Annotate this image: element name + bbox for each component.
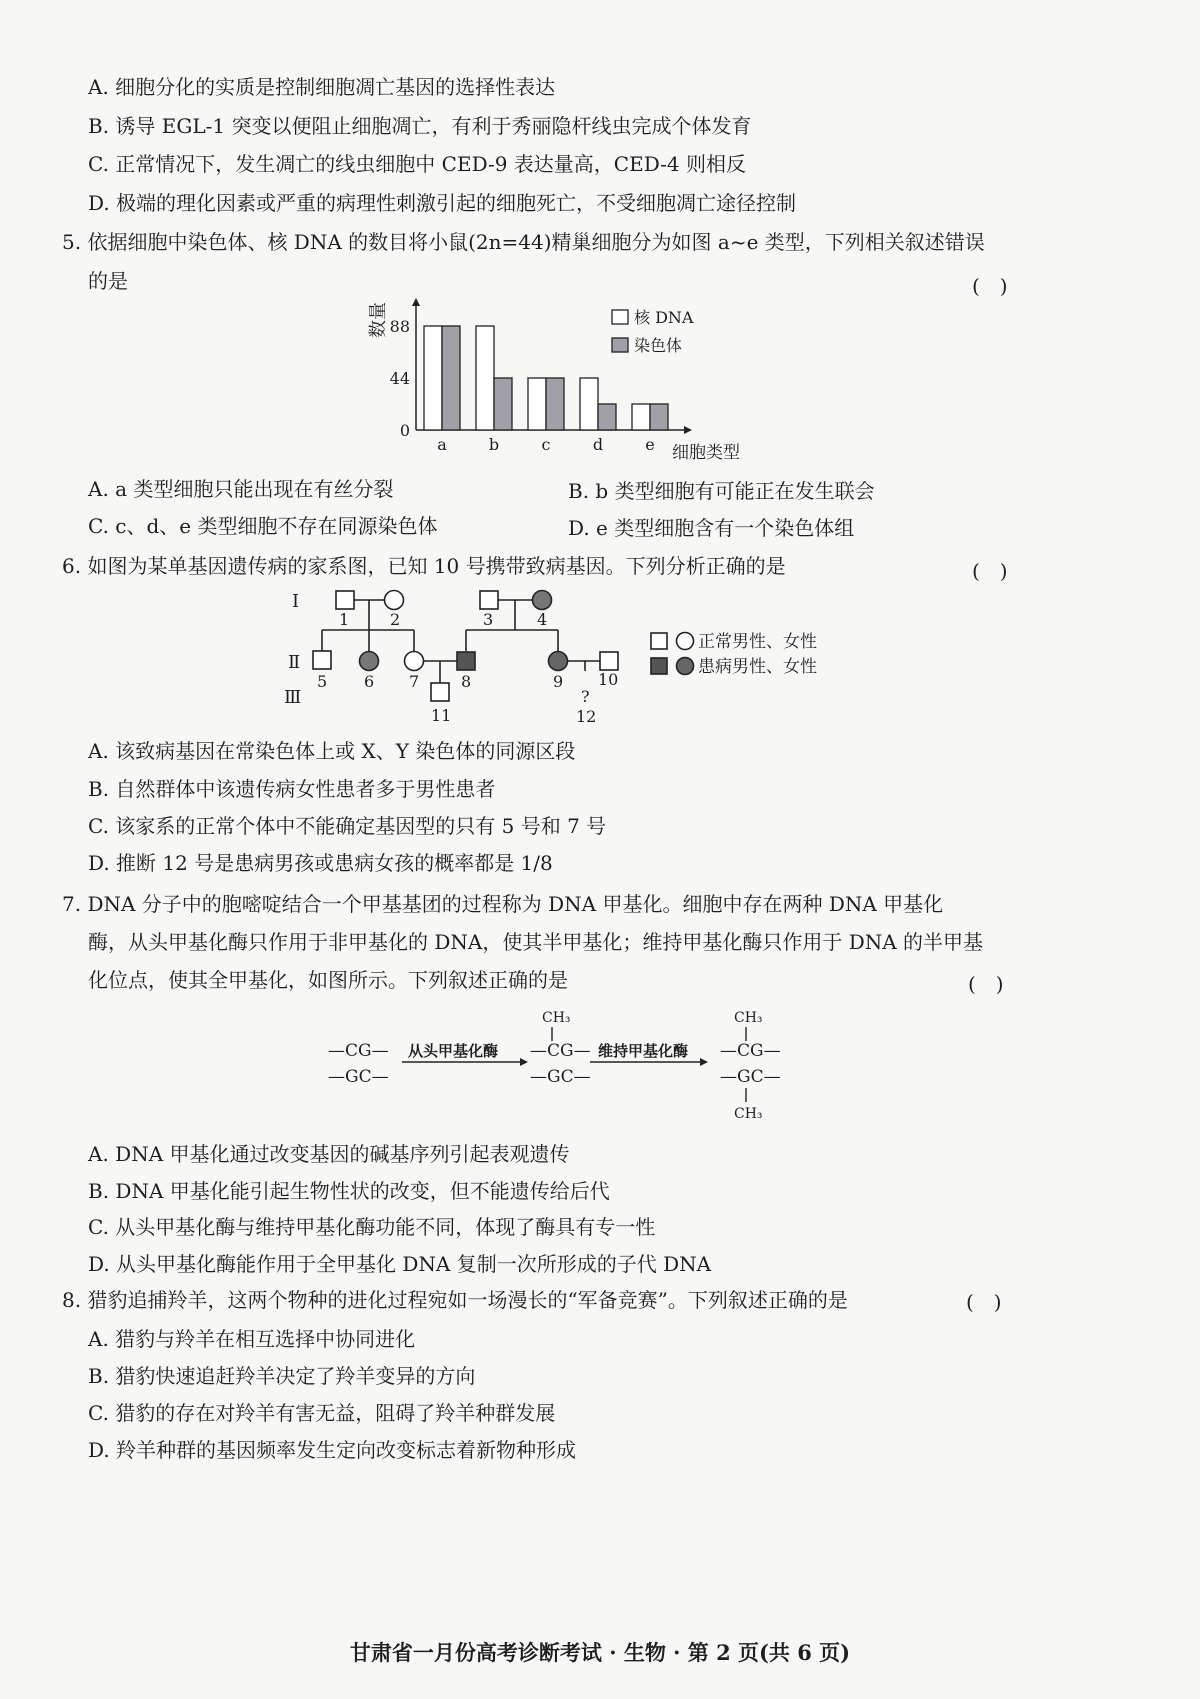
- stage3-ch3-top: CH₃: [734, 1010, 763, 1026]
- q5-option-b: B. b 类型细胞有可能正在发生联会: [568, 479, 875, 503]
- stage1-cg: —CG—: [328, 1041, 389, 1061]
- chart-legend: [612, 308, 694, 355]
- chart-xtick-d: d: [592, 435, 604, 454]
- chart-xlabel: 细胞类型: [672, 443, 740, 463]
- arrow-label-maintenance: 维持甲基化酶: [598, 1042, 689, 1060]
- bar-c-series1: [546, 378, 564, 430]
- person-4-label: 4: [537, 610, 548, 629]
- person-2-label: 2: [390, 610, 401, 629]
- q6-option-c: C. 该家系的正常个体中不能确定基因型的只有 5 号和 7 号: [88, 814, 607, 838]
- q6-answer-bracket: ( ): [972, 559, 1008, 583]
- page-footer: 甘肃省一月份高考诊断考试 · 生物 · 第 2 页(共 6 页): [349, 1640, 851, 1665]
- bar-e-series0: [632, 404, 650, 430]
- person-9-label: 9: [553, 672, 564, 691]
- q7-option-c: C. 从头甲基化酶与维持甲基化酶功能不同，体现了酶具有专一性: [88, 1215, 656, 1239]
- q4-option-c: C. 正常情况下，发生凋亡的线虫细胞中 CED-9 表达量高，CED-4 则相反: [88, 152, 746, 176]
- q5-option-c: C. c、d、e 类型细胞不存在同源染色体: [88, 514, 438, 538]
- q8-answer-bracket: ( ): [966, 1290, 1002, 1314]
- chart-ytick-88: 88: [389, 317, 410, 336]
- chart-y-arrow: [412, 298, 420, 306]
- legend-label-1: 染色体: [634, 336, 683, 355]
- q7-stem-line1: 7. DNA 分子中的胞嘧啶结合一个甲基基团的过程称为 DNA 甲基化。细胞中存在两种 DNA 甲基化: [62, 892, 944, 916]
- bar-d-series1: [598, 404, 616, 430]
- q7-methylation-diagram: [320, 1000, 800, 1125]
- stage1-gc: —GC—: [328, 1067, 389, 1087]
- stage2-gc: —GC—: [530, 1067, 591, 1087]
- legend-label-0: 核 DNA: [634, 308, 694, 327]
- q7-option-b: B. DNA 甲基化能引起生物性状的改变，但不能遗传给后代: [88, 1179, 610, 1203]
- q7-answer-bracket: ( ): [968, 972, 1004, 996]
- q8-option-b: B. 猎豹快速追赶羚羊决定了羚羊变异的方向: [88, 1364, 476, 1388]
- person-5-label: 5: [317, 672, 328, 691]
- chart-xtick-e: e: [645, 435, 655, 454]
- q7-stem-line3: 化位点，使其全甲基化，如图所示。下列叙述正确的是: [88, 968, 568, 992]
- person-12-label: 12: [576, 707, 597, 726]
- q8-option-d: D. 羚羊种群的基因频率发生定向改变标志着新物种形成: [88, 1438, 577, 1462]
- q6-option-d: D. 推断 12 号是患病男孩或患病女孩的概率都是 1/8: [88, 851, 553, 875]
- stage3-cg: —CG—: [720, 1041, 781, 1061]
- bar-b-series0: [476, 326, 494, 430]
- q6-option-a: A. 该致病基因在常染色体上或 X、Y 染色体的同源区段: [88, 739, 576, 763]
- person-10-label: 10: [598, 670, 619, 689]
- arrow-label-de-novo: 从头甲基化酶: [408, 1042, 499, 1060]
- person-6-label: 6: [364, 672, 375, 691]
- chart-x-arrow: [684, 426, 692, 434]
- q6-option-b: B. 自然群体中该遗传病女性患者多于男性患者: [88, 777, 496, 801]
- q5-option-a: A. a 类型细胞只能出现在有丝分裂: [88, 477, 394, 501]
- q5-bar-chart: [360, 290, 780, 470]
- stage3-gc: —GC—: [720, 1067, 781, 1087]
- q4-option-b: B. 诱导 EGL-1 突变以便阻止细胞凋亡，有利于秀丽隐杆线虫完成个体发育: [88, 114, 752, 138]
- legend-normal: 正常男性、女性: [698, 632, 817, 652]
- q6-stem: 6. 如图为某单基因遗传病的家系图，已知 10 号携带致病基因。下列分析正确的是: [62, 554, 786, 578]
- q8-stem: 8. 猎豹追捕羚羊，这两个物种的进化过程宛如一场漫长的“军备竞赛”。下列叙述正确的是: [62, 1288, 848, 1312]
- legend-swatch-0: [612, 310, 628, 324]
- person-12-unknown: ?: [581, 687, 590, 706]
- person-7-label: 7: [409, 672, 420, 691]
- chart-bars: [424, 326, 668, 454]
- q7-stem-line2: 酶，从头甲基化酶只作用于非甲基化的 DNA，使其半甲基化；维持甲基化酶只作用于 DNA 的半甲基: [88, 930, 984, 954]
- q5-option-d: D. e 类型细胞含有一个染色体组: [568, 516, 855, 540]
- bar-b-series1: [494, 378, 512, 430]
- bar-a-series0: [424, 326, 442, 430]
- legend-swatch-1: [612, 338, 628, 352]
- q6-pedigree: [280, 585, 840, 730]
- bar-a-series1: [442, 326, 460, 430]
- chart-xtick-a: a: [437, 435, 447, 454]
- person-3-label: 3: [483, 610, 494, 629]
- q7-option-d: D. 从头甲基化酶能作用于全甲基化 DNA 复制一次所形成的子代 DNA: [88, 1252, 712, 1276]
- q8-option-c: C. 猎豹的存在对羚羊有害无益，阻碍了羚羊种群发展: [88, 1401, 556, 1425]
- chart-xtick-c: c: [541, 435, 551, 454]
- q5-stem-line2: 的是: [88, 269, 128, 293]
- q8-option-a: A. 猎豹与羚羊在相互选择中协同进化: [88, 1327, 416, 1351]
- chart-ytick-44: 44: [389, 369, 410, 388]
- bar-e-series1: [650, 404, 668, 430]
- bar-c-series0: [528, 378, 546, 430]
- stage2-cg: —CG—: [530, 1041, 591, 1061]
- gen-label-II: Ⅱ: [288, 652, 301, 673]
- chart-ylabel: 数量: [368, 302, 389, 338]
- gen-label-I: Ⅰ: [292, 591, 300, 612]
- bar-d-series0: [580, 378, 598, 430]
- q7-option-a: A. DNA 甲基化通过改变基因的碱基序列引起表观遗传: [88, 1142, 570, 1166]
- q4-option-a: A. 细胞分化的实质是控制细胞凋亡基因的选择性表达: [88, 75, 556, 99]
- chart-xtick-b: b: [488, 435, 500, 454]
- q5-stem-line1: 5. 依据细胞中染色体、核 DNA 的数目将小鼠(2n=44)精巢细胞分为如图 a~e 类型，下列相关叙述错误: [62, 230, 985, 254]
- person-8-label: 8: [461, 672, 472, 691]
- chart-ytick-0: 0: [399, 421, 410, 440]
- gen-label-III: Ⅲ: [284, 687, 302, 708]
- person-1-label: 1: [339, 610, 350, 629]
- legend-affected: 患病男性、女性: [698, 657, 817, 677]
- stage3-ch3-bottom: CH₃: [734, 1106, 763, 1122]
- person-11-label: 11: [431, 706, 452, 725]
- q5-answer-bracket: ( ): [972, 274, 1008, 298]
- q4-option-d: D. 极端的理化因素或严重的病理性刺激引起的细胞死亡，不受细胞凋亡途径控制: [88, 191, 797, 215]
- stage2-ch3-top: CH₃: [542, 1010, 571, 1026]
